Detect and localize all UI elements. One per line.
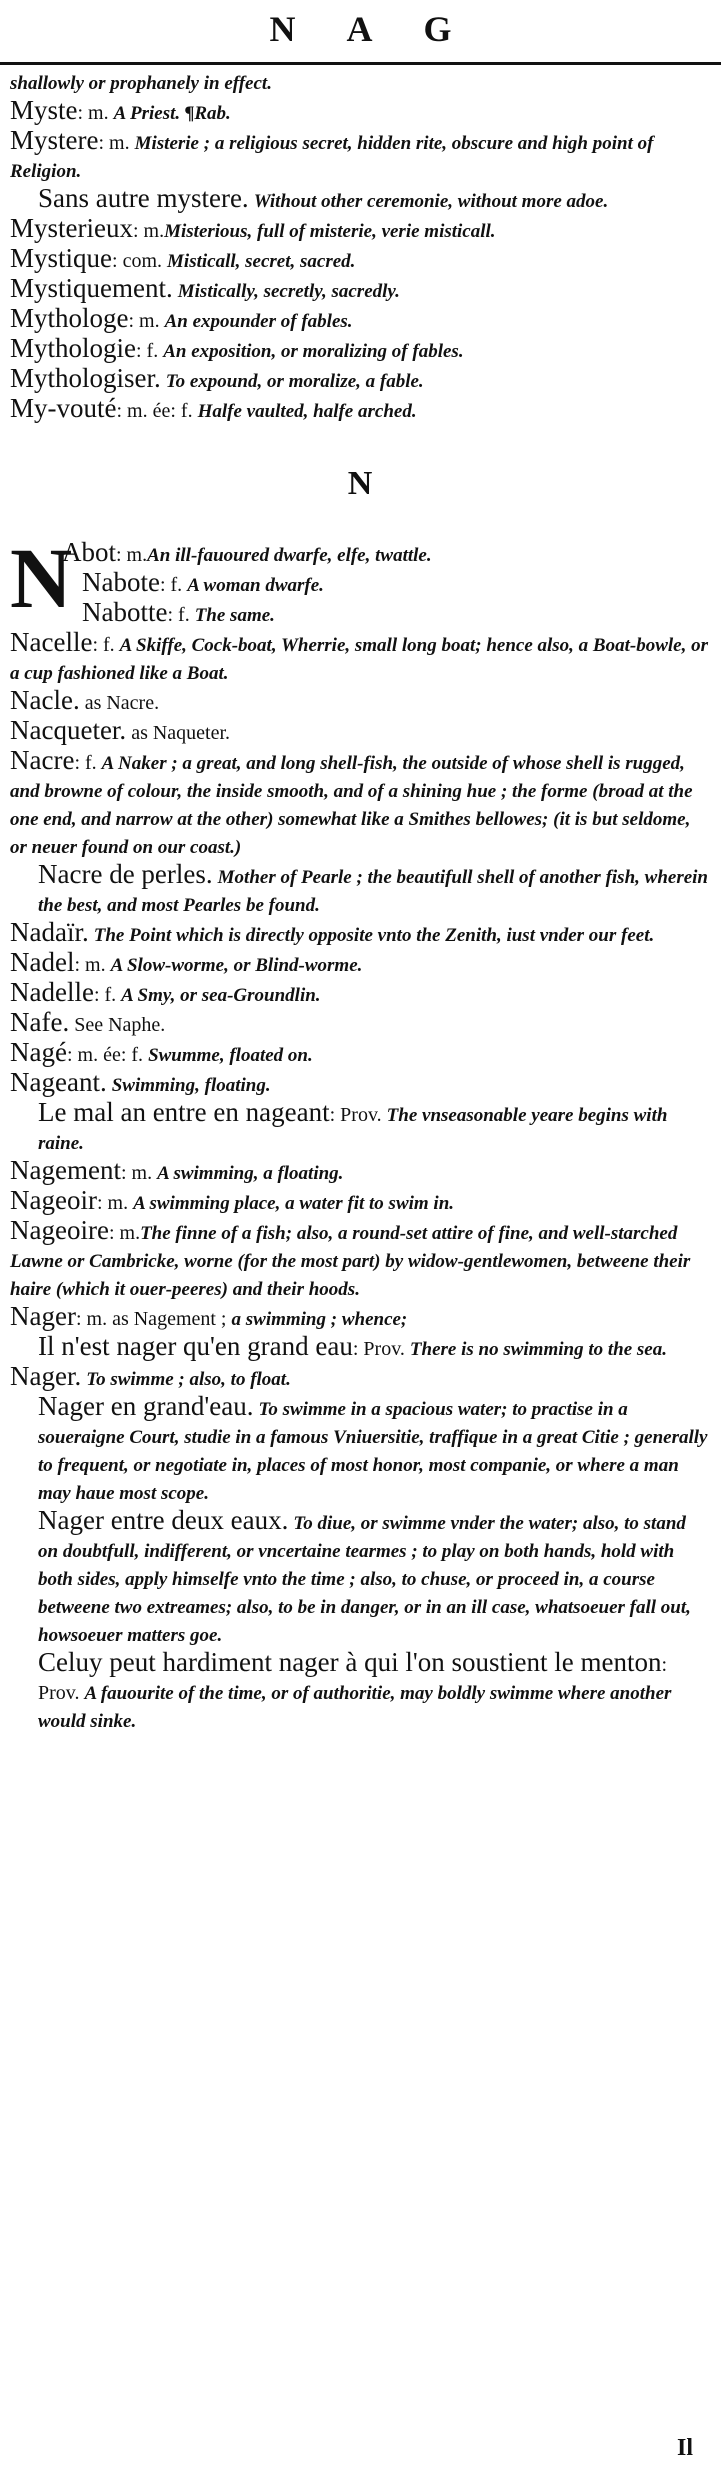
dropcap-letter: N [10,530,73,626]
entry-grammar: : m. [116,544,148,566]
dictionary-entry [10,979,710,1009]
entry-headword: Nabote [82,567,160,597]
dictionary-entry [10,1157,710,1187]
entry-headword: Nager [10,1301,76,1331]
dictionary-entry [10,245,710,275]
entry-grammar: : m. [108,1222,141,1244]
dictionary-entry [10,185,710,215]
entry-grammar: : f. [92,634,120,656]
entry-headword: Nageoir [10,1185,97,1215]
entry-definition: A swimming, a floating. [157,1163,344,1184]
entry-headword: Nagé [10,1037,67,1067]
dictionary-entry [10,747,710,861]
entry-grammar: as Nacre. [79,692,160,714]
dictionary-entry [10,1333,710,1363]
entry-definition: An ill-fauoured dwarfe, elfe, twattle. [147,545,432,566]
entry-grammar: : m. [96,1192,134,1214]
dictionary-entry [10,949,710,979]
entry-headword: Nacre de perles. [38,859,213,889]
dictionary-entry [10,335,710,365]
entries-top [10,97,710,425]
entry-headword: Nager entre deux eaux. [38,1505,289,1535]
dictionary-entry [10,1507,710,1649]
dictionary-entry [10,365,710,395]
entry-definition: Halfe vaulted, halfe arched. [197,401,417,422]
dictionary-entry [10,919,710,949]
entry-definition: To expound, or moralize, a fable. [165,371,424,392]
entry-grammar: : f. [159,574,188,596]
entry-definition: Misticall, secret, sacred. [167,251,356,272]
entry-definition: The same. [194,605,275,626]
entry-headword: Nacelle [10,627,93,657]
entry-grammar: : Prov. [352,1338,410,1360]
entry-headword: My-vouté [10,393,117,423]
entry-headword: Mysterieux [10,213,133,243]
entry-grammar: : m. [74,954,111,976]
entry-grammar: : f. [74,752,102,774]
header-rule [0,62,721,65]
entry-definition: Misterious, full of misterie, verie misticall. [164,221,496,242]
entry-definition: A fauourite of the time, or of authoritie, may boldly swimme where another would sinke. [38,1683,672,1732]
entry-definition: Swumme, floated on. [148,1045,313,1066]
entry-definition: To swimme in a spacious water; to practise in a soueraigne Court, studie in a famous Vniuersitie, traffique in a great Citie ; generally to frequent, or negotiate in, places of most honor, most companie, or where a man may haue most scope. [38,1399,708,1504]
dictionary-entry [62,569,710,599]
entry-headword: Mythologe [10,303,129,333]
entry-headword: Il n'est nager qu'en grand eau [38,1331,353,1361]
entry-definition: The Point which is directly opposite vnto the Zenith, iust vnder our feet. [93,925,655,946]
dictionary-entry [10,861,710,919]
entry-definition: An expounder of fables. [164,311,353,332]
entry-grammar: as Naqueter. [126,722,231,744]
entry-headword: Nager en grand'eau. [38,1391,254,1421]
entry-headword: Mythologiser. [10,363,161,393]
entry-grammar: : Prov. [329,1104,387,1126]
dictionary-entry [62,539,710,569]
entry-definition: Without other ceremonie, without more adoe. [253,191,609,212]
dictionary-entry [10,1217,710,1303]
entry-headword: Nagement [10,1155,121,1185]
entry-grammar: : m. [128,310,165,332]
entry-headword: Nadel [10,947,75,977]
entry-grammar: : f. [136,340,164,362]
entry-headword: Sans autre mystere. [38,183,249,213]
entry-headword: Nageoire [10,1215,109,1245]
dictionary-entry [10,1039,710,1069]
entry-headword: Mystere [10,125,99,155]
entry-definition: A Smy, or sea-Groundlin. [121,985,321,1006]
dictionary-entry [10,1393,710,1507]
entry-grammar: : com. [112,250,168,272]
entry-headword: Myste [10,95,78,125]
entry-headword: Nadaïr. [10,917,89,947]
entry-headword: Mythologie [10,333,136,363]
entry-headword: Nacre [10,745,75,775]
dictionary-entry [10,97,710,127]
dictionary-entry [10,215,710,245]
entry-headword: Mystique [10,243,113,273]
dropcap-block [10,530,710,629]
entry-definition: To diue, or swimme vnder the water; also, to stand on doubtfull, indifferent, or vncertaine tearmes ; to play on both hands, hold with both sides, apply himselfe vnto the time ; also, to chuse, or proceed in, a course betweene two extreames; also, to be in danger, or in an ill case, whatsoeuer fall out, howsoeuer matters goe. [38,1513,691,1646]
dictionary-entry [10,717,710,747]
entry-definition: A Naker ; a great, and long shell-fish, the outside of whose shell is rugged, and browne of colour, the inside smooth, and of a shining hue ; the forme (broad at the one end, and narrow at the other) somewhat like a Smithes bellowes; (it is but seldome, or neuer found on our coast.) [10,753,693,858]
dictionary-entry [10,1099,710,1157]
dictionary-entry [10,1187,710,1217]
entry-grammar: : f. [93,984,122,1006]
entry-headword: Nadelle [10,977,94,1007]
entry-definition: A swimming place, a water fit to swim in. [133,1193,455,1214]
entry-grammar: : Prov. [38,1654,668,1704]
dictionary-entry [10,1363,710,1393]
entry-headword: Nacqueter. [10,715,127,745]
entry-grammar: : m. ée: f. [66,1044,149,1066]
entry-definition: There is no swimming to the sea. [409,1339,667,1360]
dictionary-entry [10,1069,710,1099]
entry-grammar: See Naphe. [69,1014,166,1036]
dictionary-entry [10,1649,710,1735]
entry-headword: Nacle. [10,685,80,715]
entry-definition: A Skiffe, Cock-boat, Wherrie, small long boat; hence also, a Boat-bowle, or a cup fashioned like a Boat. [10,635,708,684]
entries-column [10,70,710,1735]
entry-grammar: : m. as Nagement ; [75,1308,232,1330]
entry-headword: Nageant. [10,1067,107,1097]
entry-definition: To swimme ; also, to float. [86,1369,291,1390]
entry-grammar: : m. [132,220,165,242]
entry-definition: A woman dwarfe. [187,575,324,596]
entry-definition: Mistically, secretly, sacredly. [177,281,400,302]
entry-headword: Nabotte [82,597,168,627]
entry-definition: An exposition, or moralizing of fables. [163,341,464,362]
entry-grammar: : m. [77,102,114,124]
running-header: N A G [269,9,474,49]
dictionary-entry [10,275,710,305]
entries-main [10,629,710,1735]
entry-headword: Le mal an entre en nageant [38,1097,330,1127]
dropcap-entries [10,539,710,629]
section-letter: N [347,465,373,502]
entry-definition: Swimming, floating. [111,1075,271,1096]
dictionary-entry [10,1009,710,1039]
entry-grammar: : m. ée: f. [116,400,198,422]
dictionary-entry [10,305,710,335]
entry-definition: a swimming ; whence; [231,1309,408,1330]
dictionary-entry [10,1303,710,1333]
entry-headword: Celuy peut hardiment nager à qui l'on soustient le menton [38,1647,662,1677]
entry-definition: A Priest. ¶Rab. [113,103,231,124]
continuation-line: shallowly or prophanely in effect. [10,73,272,94]
entry-grammar: : f. [167,604,195,626]
entry-headword: Nafe. [10,1007,70,1037]
entry-grammar: : m. [98,132,135,154]
entry-definition: A Slow-worme, or Blind-worme. [110,955,363,976]
entry-definition: Mother of Pearle ; the beautifull shell of another fish, wherein the best, and most Pearles be found. [38,867,708,916]
entry-definition: The finne of a fish; also, a round-set attire of fine, and well-starched Lawne or Cambricke, worne (for the most part) by widow-gentlewomen, betweene their haire (which it ouer-peeres) and their hoods. [10,1223,691,1300]
dictionary-entry [10,629,710,687]
dictionary-entry [10,395,710,425]
entry-grammar: : m. [120,1162,158,1184]
entry-definition: Misterie ; a religious secret, hidden rite, obscure and high point of Religion. [10,133,654,182]
entry-headword: Mystiquement. [10,273,173,303]
catchword: Il [676,2435,693,2461]
dictionary-entry [10,127,710,185]
entry-definition: The vnseasonable yeare begins with raine. [38,1105,668,1154]
entry-headword: Abot [62,537,116,567]
dictionary-entry [10,687,710,717]
entry-headword: Nager. [10,1361,82,1391]
dictionary-entry [62,599,710,629]
